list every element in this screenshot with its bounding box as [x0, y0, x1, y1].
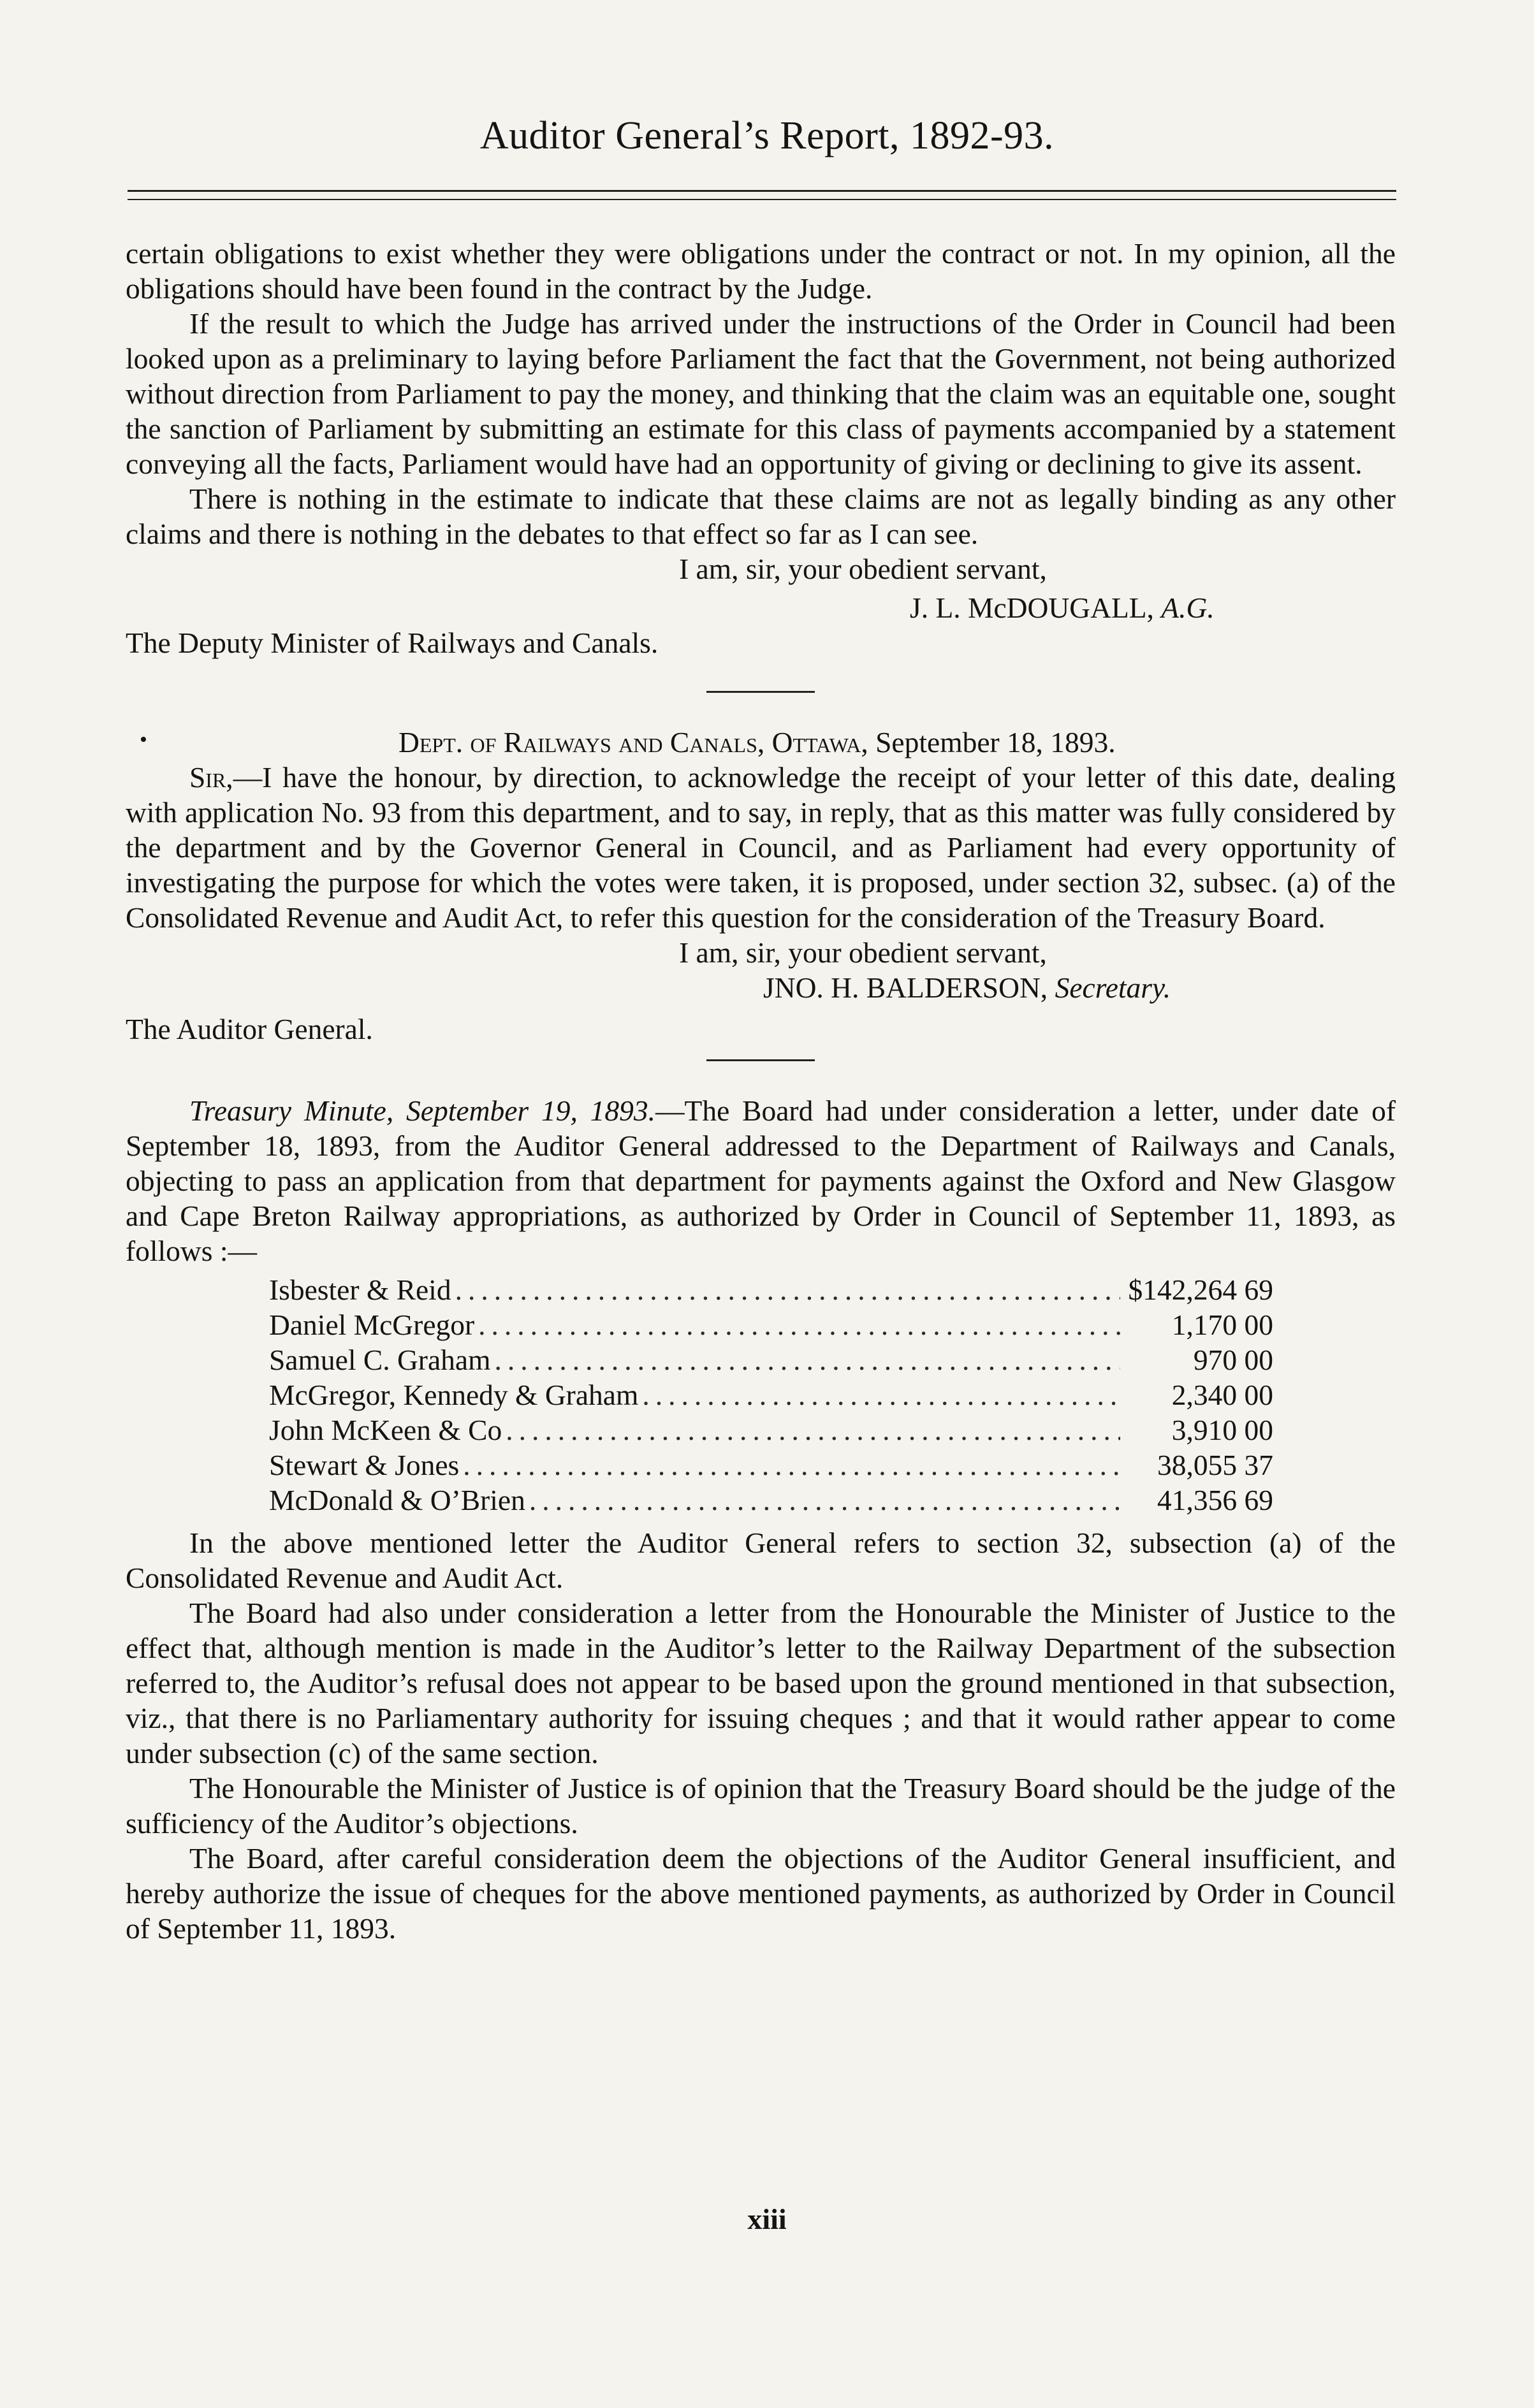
letter2-body-text: —I have the honour, by direction, to acknowledge the receipt of your letter of this date, dealing with application No. 93 from this department, and to say, in reply, that as this matter was fully considered by the department and by the Governor General in Council, and as Parliament had every opportunity of investigating the purpose for which the votes were taken, it is proposed, under section 32, subsec. (a) of the Consolidated Revenue and Audit Act, to refer this question for the consideration of the Treasury Board.	[126, 761, 1396, 934]
leader-dots	[638, 1377, 1120, 1412]
minute-intro-text: —The Board had under consideration a letter, under date of September 18, 1893, from the Auditor General addressed to the Department of Railways and Canals, objecting to pass an application from that department for payments against the Oxford and New Glasgow and Cape Breton Railway appropriations, as authorized by Order in Council of September 11, 1893, as follows :—	[126, 1094, 1396, 1267]
spacer	[126, 1047, 1396, 1059]
payment-amount: 1,170 00	[1171, 1309, 1273, 1341]
page-body	[126, 236, 1396, 1946]
letter1-signature	[126, 590, 1396, 625]
payment-row	[269, 1412, 1273, 1447]
minute-paragraph-3: The Honourable the Minister of Justice is of opinion that the Treasury Board should be the judge of the sufficiency of the Auditor’s objections.	[126, 1772, 1396, 1839]
letter2-closing: I am, sir, your obedient servant,	[679, 936, 1047, 969]
payee-name: Daniel McGregor	[269, 1309, 475, 1341]
payment-amount: 970 00	[1193, 1344, 1273, 1376]
spacer	[126, 1518, 1396, 1525]
letter1-signature-name: J. L. McDOUGALL,	[910, 591, 1154, 624]
payment-row	[269, 1272, 1273, 1307]
leader-dots	[491, 1342, 1121, 1377]
letter2-signature-name: JNO. H. BALDERSON,	[763, 971, 1048, 1004]
payee-name: Stewart & Jones	[269, 1449, 460, 1481]
letter1-paragraph-1: certain obligations to exist whether they were obligations under the contract or not. In my opinion, all the obligations should have been found in the contract by the Judge.	[126, 237, 1396, 305]
minute-paragraph-1: In the above mentioned letter the Auditor General refers to section 32, subsection (a) of the Consolidated Revenue and Audit Act.	[126, 1527, 1396, 1594]
letter1-paragraph-3: There is nothing in the estimate to indicate that these claims are not as legally binding as any other claims and there is nothing in the debates to that effect so far as I can see.	[126, 482, 1396, 550]
minute-lead: Treasury Minute, September 19, 1893.	[189, 1094, 656, 1127]
payment-amount: 41,356 69	[1157, 1484, 1273, 1516]
letter2-signature-title: Secretary.	[1055, 971, 1171, 1004]
letter1-addressee: The Deputy Minister of Railways and Canals.	[126, 627, 659, 659]
letter2-dateline-date: September 18, 1893.	[875, 726, 1116, 758]
leader-dots	[525, 1483, 1120, 1518]
page-number: xiii	[747, 2203, 787, 2235]
payee-name: McDonald & O’Brien	[269, 1484, 525, 1516]
spacer	[126, 693, 1396, 725]
payment-amount: 2,340 00	[1171, 1379, 1273, 1411]
minute-intro	[126, 1093, 1396, 1268]
spacer	[126, 660, 1396, 691]
minute-paragraph-2: The Board had also under consideration a letter from the Honourable the Minister of Justice to the effect that, although mention is made in the Auditor’s letter to the Railway Department of the subsection referred to, the Auditor’s refusal does not appear to be based upon the ground mentioned in that subsection, viz., that there is no Parliamentary authority for issuing cheques ; and that it would rather appear to come under subsection (c) of the same section.	[126, 1597, 1396, 1769]
payee-name: Samuel C. Graham	[269, 1344, 491, 1376]
payment-row	[269, 1483, 1273, 1518]
letter2-signature	[126, 970, 1396, 1005]
running-header: Auditor General’s Report, 1892-93.	[479, 114, 1055, 157]
payment-row	[269, 1377, 1273, 1412]
letter1-closing: I am, sir, your obedient servant,	[679, 553, 1047, 585]
minute-paragraph-4: The Board, after careful consideration deem the objections of the Auditor General insufficient, and hereby authorize the issue of cheques for the above mentioned payments, as authorized by Order in Council of September 11, 1893.	[126, 1842, 1396, 1945]
payee-name: John McKeen & Co	[269, 1414, 502, 1446]
payment-amount: 3,910 00	[1171, 1414, 1273, 1446]
payment-row	[269, 1342, 1273, 1377]
header-rule-bottom	[128, 199, 1396, 200]
payment-row	[269, 1307, 1273, 1342]
letter2-addressee: The Auditor General.	[126, 1013, 373, 1045]
payee-name: Isbester & Reid	[269, 1273, 451, 1306]
spacer	[126, 1061, 1396, 1093]
letter1-paragraph-2: If the result to which the Judge has arrived under the instructions of the Order in Council had been looked upon as a preliminary to laying before Parliament the fact that the Government, not being authorized without direction from Parliament to pay the money, and thinking that the claim was an equitable one, sought the sanction of Parliament by submitting an estimate for this class of payments accompanied by a statement conveying all the facts, Parliament would have had an opportunity of giving or declining to give its assent.	[126, 307, 1396, 480]
letter2-body	[126, 760, 1396, 935]
payment-amount: $142,264 69	[1128, 1273, 1273, 1306]
bullet-mark: •	[140, 728, 147, 751]
letter2-dateline	[126, 725, 1396, 760]
letter2-dateline-caps: Dept. of Railways and Canals, Ottawa,	[398, 726, 868, 758]
letter1-signature-title: A.G.	[1161, 591, 1215, 624]
leader-dots	[451, 1272, 1120, 1307]
letter2-salutation: Sir,	[189, 761, 233, 794]
payments-table	[269, 1272, 1273, 1518]
payment-row	[269, 1447, 1273, 1483]
payee-name: McGregor, Kennedy & Graham	[269, 1379, 639, 1411]
header-rule-top	[128, 190, 1396, 192]
leader-dots	[502, 1412, 1120, 1447]
leader-dots	[474, 1307, 1120, 1342]
leader-dots	[459, 1447, 1120, 1483]
payment-amount: 38,055 37	[1157, 1449, 1273, 1481]
